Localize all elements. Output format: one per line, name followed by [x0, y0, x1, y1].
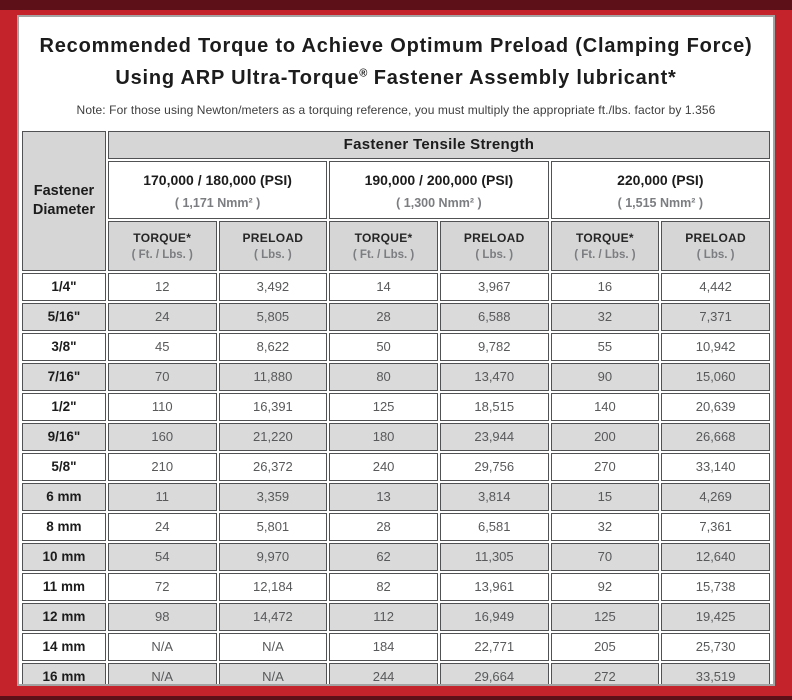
- value-cell: 26,668: [661, 423, 770, 451]
- diameter-cell: 14 mm: [22, 633, 106, 661]
- title-line-1: Recommended Torque to Achieve Optimum Preload (Clamping Force): [39, 35, 753, 57]
- value-cell: 28: [329, 303, 438, 331]
- fastener-diameter-header: [22, 131, 106, 271]
- value-cell: 10,942: [661, 333, 770, 361]
- value-cell: 7,361: [661, 513, 770, 541]
- value-cell: 160: [108, 423, 217, 451]
- value-cell: N/A: [108, 663, 217, 686]
- value-cell: 7,371: [661, 303, 770, 331]
- diameter-cell: 9/16": [22, 423, 106, 451]
- preload-column-header: PRELOAD ( Lbs. ): [661, 221, 770, 271]
- value-cell: 15,738: [661, 573, 770, 601]
- value-cell: 24: [108, 303, 217, 331]
- value-cell: 270: [551, 453, 660, 481]
- diameter-cell: 1/2": [22, 393, 106, 421]
- table-row: [22, 333, 770, 361]
- value-cell: 11,305: [440, 543, 549, 571]
- title-block: [19, 17, 773, 127]
- torque-column-header: TORQUE* ( Ft. / Lbs. ): [329, 221, 438, 271]
- value-cell: 110: [108, 393, 217, 421]
- value-cell: 15: [551, 483, 660, 511]
- torque-preload-table: [20, 129, 772, 686]
- value-cell: 4,442: [661, 273, 770, 301]
- value-cell: 6,581: [440, 513, 549, 541]
- table-row: [22, 423, 770, 451]
- registered-mark: ®: [359, 67, 368, 79]
- value-cell: 3,492: [219, 273, 328, 301]
- fastener-diameter-label: Fastener Diameter: [32, 182, 95, 218]
- group-header-row: [22, 131, 770, 159]
- value-cell: 13,470: [440, 363, 549, 391]
- value-cell: 11,880: [219, 363, 328, 391]
- value-cell: 16,949: [440, 603, 549, 631]
- table-row: [22, 603, 770, 631]
- value-cell: 4,269: [661, 483, 770, 511]
- value-cell: 54: [108, 543, 217, 571]
- title-line-2: Using ARP Ultra-Torque® Fastener Assembly lubricant*: [115, 66, 677, 89]
- value-cell: 33,519: [661, 663, 770, 686]
- table-row: [22, 573, 770, 601]
- value-cell: 16,391: [219, 393, 328, 421]
- value-cell: 98: [108, 603, 217, 631]
- table-row: [22, 543, 770, 571]
- value-cell: 32: [551, 513, 660, 541]
- table-row: [22, 363, 770, 391]
- diameter-cell: 6 mm: [22, 483, 106, 511]
- value-cell: 33,140: [661, 453, 770, 481]
- table-row: [22, 633, 770, 661]
- value-cell: 70: [551, 543, 660, 571]
- value-cell: 70: [108, 363, 217, 391]
- value-cell: 72: [108, 573, 217, 601]
- top-maroon-band: [0, 0, 792, 10]
- value-cell: 13,961: [440, 573, 549, 601]
- value-cell: N/A: [219, 633, 328, 661]
- diameter-cell: 8 mm: [22, 513, 106, 541]
- value-cell: 16: [551, 273, 660, 301]
- table-row: [22, 663, 770, 686]
- value-cell: 9,970: [219, 543, 328, 571]
- content-panel: [17, 15, 775, 686]
- value-cell: 5,801: [219, 513, 328, 541]
- torque-preload-header-row: [22, 221, 770, 271]
- value-cell: 19,425: [661, 603, 770, 631]
- value-cell: 112: [329, 603, 438, 631]
- value-cell: 11: [108, 483, 217, 511]
- value-cell: 205: [551, 633, 660, 661]
- value-cell: 45: [108, 333, 217, 361]
- value-cell: 125: [551, 603, 660, 631]
- value-cell: 13: [329, 483, 438, 511]
- value-cell: 240: [329, 453, 438, 481]
- value-cell: 90: [551, 363, 660, 391]
- value-cell: 55: [551, 333, 660, 361]
- bottom-maroon-band: [0, 696, 792, 700]
- diameter-cell: 16 mm: [22, 663, 106, 686]
- diameter-cell: 7/16": [22, 363, 106, 391]
- preload-column-header: PRELOAD ( Lbs. ): [219, 221, 328, 271]
- value-cell: 18,515: [440, 393, 549, 421]
- value-cell: 82: [329, 573, 438, 601]
- diameter-cell: 10 mm: [22, 543, 106, 571]
- value-cell: 184: [329, 633, 438, 661]
- value-cell: 14,472: [219, 603, 328, 631]
- table-row: [22, 393, 770, 421]
- diameter-cell: 3/8": [22, 333, 106, 361]
- value-cell: 24: [108, 513, 217, 541]
- torque-column-header: TORQUE* ( Ft. / Lbs. ): [551, 221, 660, 271]
- value-cell: 21,220: [219, 423, 328, 451]
- value-cell: 80: [329, 363, 438, 391]
- value-cell: 14: [329, 273, 438, 301]
- value-cell: N/A: [219, 663, 328, 686]
- torque-column-header: TORQUE* ( Ft. / Lbs. ): [108, 221, 217, 271]
- value-cell: 244: [329, 663, 438, 686]
- value-cell: 29,664: [440, 663, 549, 686]
- table-row: [22, 453, 770, 481]
- value-cell: 22,771: [440, 633, 549, 661]
- psi-header-190-200: 190,000 / 200,000 (PSI) ( 1,300 Nmm² ): [329, 161, 548, 219]
- diameter-cell: 12 mm: [22, 603, 106, 631]
- value-cell: 25,730: [661, 633, 770, 661]
- value-cell: 8,622: [219, 333, 328, 361]
- value-cell: 6,588: [440, 303, 549, 331]
- value-cell: 140: [551, 393, 660, 421]
- value-cell: 125: [329, 393, 438, 421]
- value-cell: 28: [329, 513, 438, 541]
- diameter-cell: 5/16": [22, 303, 106, 331]
- table-row: [22, 273, 770, 301]
- diameter-cell: 1/4": [22, 273, 106, 301]
- value-cell: 26,372: [219, 453, 328, 481]
- table-row: [22, 303, 770, 331]
- preload-column-header: PRELOAD ( Lbs. ): [440, 221, 549, 271]
- note-text: Note: For those using Newton/meters as a torquing reference, you must multiply the appropriate ft./lbs. factor by 1.356: [76, 102, 716, 117]
- value-cell: 3,967: [440, 273, 549, 301]
- value-cell: 23,944: [440, 423, 549, 451]
- value-cell: 5,805: [219, 303, 328, 331]
- value-cell: 92: [551, 573, 660, 601]
- tensile-strength-header: Fastener Tensile Strength: [108, 131, 770, 159]
- psi-header-row: [22, 161, 770, 219]
- value-cell: 9,782: [440, 333, 549, 361]
- value-cell: 15,060: [661, 363, 770, 391]
- value-cell: 12,184: [219, 573, 328, 601]
- psi-header-170-180: 170,000 / 180,000 (PSI) ( 1,171 Nmm² ): [108, 161, 327, 219]
- diameter-cell: 5/8": [22, 453, 106, 481]
- value-cell: N/A: [108, 633, 217, 661]
- value-cell: 12: [108, 273, 217, 301]
- value-cell: 3,359: [219, 483, 328, 511]
- value-cell: 272: [551, 663, 660, 686]
- table-body: [22, 273, 770, 686]
- value-cell: 50: [329, 333, 438, 361]
- diameter-cell: 11 mm: [22, 573, 106, 601]
- value-cell: 12,640: [661, 543, 770, 571]
- psi-header-220: 220,000 (PSI) ( 1,515 Nmm² ): [551, 161, 770, 219]
- value-cell: 3,814: [440, 483, 549, 511]
- value-cell: 200: [551, 423, 660, 451]
- value-cell: 20,639: [661, 393, 770, 421]
- value-cell: 32: [551, 303, 660, 331]
- value-cell: 62: [329, 543, 438, 571]
- table-row: [22, 483, 770, 511]
- table-row: [22, 513, 770, 541]
- page-title: [27, 33, 765, 92]
- value-cell: 210: [108, 453, 217, 481]
- value-cell: 180: [329, 423, 438, 451]
- value-cell: 29,756: [440, 453, 549, 481]
